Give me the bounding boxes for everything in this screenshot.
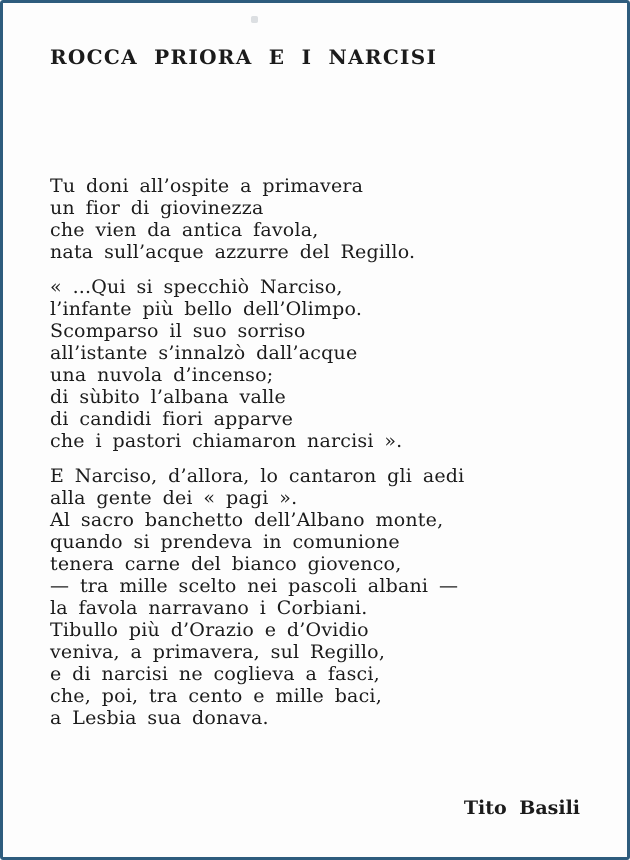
poem-line: che vien da antica favola,	[50, 219, 319, 241]
poem-line: Tibullo più d’Orazio e d’Ovidio	[50, 619, 369, 641]
poem-line: e di narcisi ne coglieva a fasci,	[50, 663, 380, 685]
poem-line: Tu doni all’ospite a primavera	[50, 175, 364, 197]
poem-line: — tra mille scelto nei pascoli albani —	[50, 575, 459, 597]
poem-line: una nuvola d’incenso;	[50, 364, 274, 386]
poem-title: ROCCA PRIORA E I NARCISI	[50, 45, 438, 69]
poem-line: nata sull’acque azzurre del Regillo.	[50, 241, 416, 263]
scan-artifact-speck	[251, 16, 258, 23]
poem-line: all’istante s’innalzò dall’acque	[50, 342, 358, 364]
poem-line: Al sacro banchetto dell’Albano monte,	[50, 509, 444, 531]
stanza	[50, 276, 464, 452]
poem-line: veniva, a primavera, sul Regillo,	[50, 641, 386, 663]
poem-line: che i pastori chiamaron narcisi ».	[50, 430, 403, 452]
poem-line: tenera carne del bianco giovenco,	[50, 553, 402, 575]
poem-line: a Lesbia sua donava.	[50, 707, 269, 729]
poem-line: E Narciso, d’allora, lo cantaron gli aedi	[50, 465, 465, 487]
poem-line: quando si prendeva in comunione	[50, 531, 400, 553]
author-signature: Tito Basili	[463, 797, 580, 819]
poem-line: un fior di giovinezza	[50, 197, 264, 219]
stanza	[50, 465, 464, 729]
poem-line: « ...Qui si specchiò Narciso,	[50, 276, 343, 298]
poem-line: l’infante più bello dell’Olimpo.	[50, 298, 363, 320]
poem-line: che, poi, tra cento e mille baci,	[50, 685, 382, 707]
stanza	[50, 175, 464, 263]
poem-line: di sùbito l’albana valle	[50, 386, 286, 408]
poem-line: alla gente dei « pagi ».	[50, 487, 298, 509]
poem-line: di candidi fiori apparve	[50, 408, 294, 430]
poem-body	[50, 175, 464, 729]
poem-line: la favola narravano i Corbiani.	[50, 597, 368, 619]
poem-line: Scomparso il suo sorriso	[50, 320, 306, 342]
